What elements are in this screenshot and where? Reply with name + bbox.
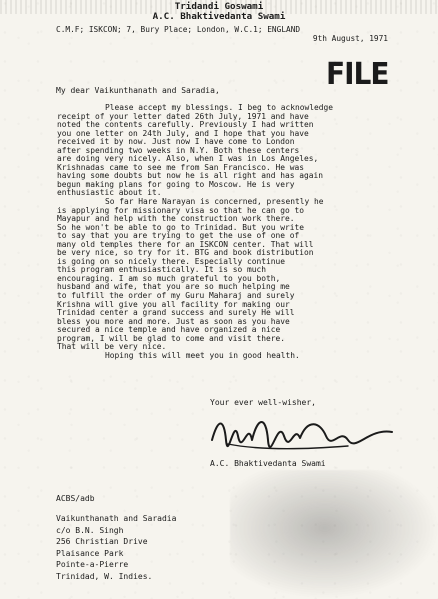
paragraph-1-line: are doing very nicely. Also, when I was in Los Angeles,	[57, 154, 319, 164]
paragraph-2-line: Krishna will give you all facility for making our	[57, 299, 290, 309]
paragraph-2-line: program, I will be glad to come and visit there.	[57, 333, 286, 343]
paragraph-2-line: encouraging. I am so much grateful to you both,	[57, 273, 281, 283]
recipient-line: 256 Christian Drive	[56, 537, 148, 546]
sender-address: C.M.F; ISKCON; 7, Bury Place; London, W.C.1; ENGLAND	[56, 25, 301, 34]
paragraph-1-line: Please accept my blessings. I beg to acknowledge	[105, 103, 334, 112]
paragraph-1-line: after spending two weeks in N.Y. Both these centers	[57, 145, 300, 155]
recipient-line: Plaisance Park	[56, 548, 124, 558]
paragraph-2-line: many old temples there for an ISKCON center. That will	[57, 239, 314, 249]
paragraph-1-line: having some doubts but now he is all right and has again	[57, 171, 324, 181]
paragraph-2-line: husband and wife, that you are so much helping me	[57, 282, 290, 292]
paragraph-2-line: bless you more and more. Just as soon as you have	[57, 316, 290, 326]
recipient-line: Vaikunthanath and Saradia	[56, 514, 177, 523]
handwritten-signature	[208, 410, 398, 454]
reference-initials: ACBS/adb	[56, 494, 95, 503]
recipient-line: Pointe-a-Pierre	[56, 560, 129, 569]
paragraph-1-line: you one letter on 24th July, and I hope that you have	[57, 128, 309, 138]
paragraph-2-line: to say that you are trying to get the use of one of	[57, 231, 300, 241]
paragraph-2-line: be very nice, so try for it. BTG and book distribution	[57, 248, 314, 258]
paragraph-2-line: So far Hare Narayan is concerned, presently he	[105, 197, 324, 207]
file-stamp: FILE	[326, 55, 389, 92]
paragraph-2-line: this program enthusiastically. It is so much	[57, 265, 267, 275]
paragraph-1-line: begun making plans for going to Moscow. He is very	[57, 179, 295, 189]
paragraph-2-line: secured a nice temple and have organized a nice	[57, 325, 281, 335]
paragraph-2-line: is going on so nicely there. Especially continue	[57, 256, 286, 266]
paragraph-1-line: received it by now. Just now I have come to London	[57, 137, 295, 147]
paragraph-2-line: Trinidad center a grand success and surely He will	[57, 308, 295, 318]
paragraph-2-line: That will be very nice.	[57, 342, 167, 352]
paragraph-2-line: So he won't be able to go to Trinidad. But you write	[57, 222, 305, 232]
paragraph-2-line: Mayapur and help with the construction work there.	[57, 214, 295, 224]
paragraph-2-line: to fulfill the order of my Guru Maharaj and surely	[57, 291, 295, 301]
scan-smudge	[230, 470, 438, 599]
salutation: My dear Vaikunthanath and Saradia,	[56, 86, 220, 95]
letter-date: 9th August, 1971	[312, 34, 388, 43]
closing: Your ever well-wisher,	[210, 398, 316, 407]
paragraph-2-line: is applying for missionary visa so that he can go to	[57, 205, 305, 215]
paragraph-3: Hoping this will meet you in good health.	[105, 350, 300, 360]
recipient-line: Trinidad, W. Indies.	[56, 571, 153, 581]
recipient-address	[56, 513, 176, 582]
letterhead	[0, 0, 438, 22]
paragraph-1-line: receipt of your letter dated 26th July, 1971 and have	[57, 111, 309, 121]
paragraph-1-line: Krishnadas came to see me from San Francisco. He was	[57, 162, 305, 172]
address-block	[56, 25, 396, 43]
letter-body	[57, 104, 393, 360]
letterhead-title: Tridandi Goswami	[174, 1, 264, 12]
paragraph-1-line: enthusiastic about it.	[57, 188, 162, 198]
signer-name: A.C. Bhaktivedanta Swami	[210, 459, 326, 468]
paragraph-1-line: noted the contents carefully. Previously I had written	[57, 120, 314, 130]
recipient-line: c/o B.N. Singh	[56, 525, 124, 535]
letterhead-name: A.C. Bhaktivedanta Swami	[152, 11, 286, 22]
